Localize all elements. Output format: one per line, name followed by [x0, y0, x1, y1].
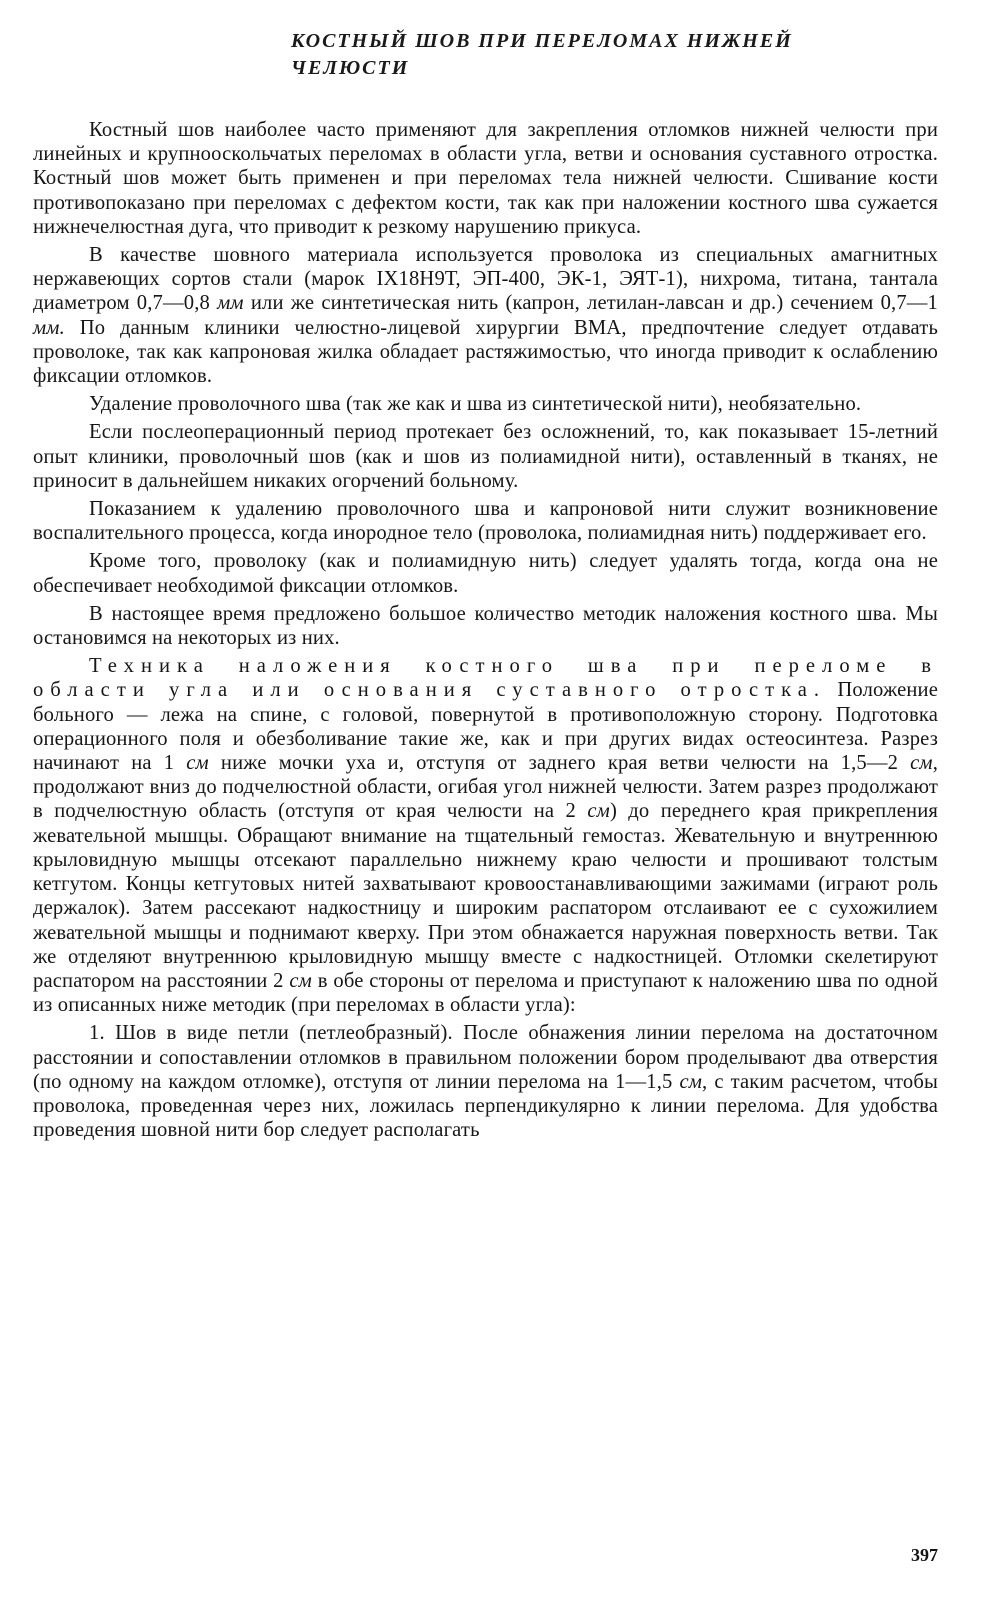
unit-cm: см [289, 969, 312, 992]
technique-heading: Техника наложения костного шва при переломе в области угла или основания суставного отростка. [33, 655, 938, 702]
paragraph-8-text-e: в обе стороны от перелома и приступают к наложению шва по одной из описанных ниже методик (при переломах в области угла): [33, 969, 938, 1017]
paragraph-2 [33, 243, 938, 388]
paragraph-8 [33, 654, 938, 1017]
paragraph-6: Кроме того, проволоку (как и полиамидную нить) следует удалять тогда, когда она не обеспечивает необходимой фиксации отломков. [33, 550, 938, 597]
unit-mm: мм [217, 292, 244, 315]
paragraph-9 [33, 1021, 938, 1142]
paragraph-5: Показанием к удалению проволочного шва и капроновой нити служит возникновение воспалительного процесса, когда инородное тело (проволока, полиамидная нить) поддерживает его. [33, 498, 938, 545]
paragraph-9-text-b: , с таким расчетом, чтобы проволока, проведенная через них, ложилась перпендикулярно к линии перелома. Для удобства проведения шовной нити бор следует располагать [33, 1070, 938, 1142]
book-page [33, 28, 938, 1142]
paragraph-7: В настоящее время предложено большое количество методик наложения костного шва. Мы остановимся на некоторых из них. [33, 602, 938, 650]
unit-mm-dot: мм. [33, 316, 65, 339]
body-text [33, 118, 938, 1142]
unit-cm: см [186, 752, 209, 775]
paragraph-8-text-a: Положение больного — лежа на спине, с головой, повернутой в противоположную сторону. Подготовка операционного поля и обезболивание такие же, как и при других видах остеосинтеза. Разрез начинают на 1 [33, 679, 938, 775]
paragraph-3: Удаление проволочного шва (так же как и шва из синтетической нити), необязательно. [89, 393, 862, 416]
unit-cm: см [679, 1070, 703, 1093]
unit-cm: см [587, 800, 610, 823]
paragraph-2-text-c: По данным клиники челюстно-лицевой хирургии ВМА, предпочтение следует отдавать проволоке, так как капроновая жилка обладает растяжимостью, что иногда приводит к ослаблению фиксации отломков. [33, 316, 938, 388]
unit-cm: см [910, 752, 933, 775]
paragraph-9-text-a: 1. Шов в виде петли (петлеобразный). После обнажения линии перелома на достаточном расстоянии и сопоставлении отломков в правильном положении бором проделывают два отверстия (по одному на каждом отломке), отступя от линии перелома на 1—1,5 [33, 1022, 938, 1093]
section-title: КОСТНЫЙ ШОВ ПРИ ПЕРЕЛОМАХ НИЖНЕЙ ЧЕЛЮСТИ [291, 30, 793, 79]
page-number: 397 [911, 1545, 938, 1565]
paragraph-8-text-b: ниже мочки уха и, отступя от заднего края ветви челюсти на 1,5—2 [208, 752, 911, 775]
paragraph-1: Костный шов наиболее часто применяют для закрепления отломков нижней челюсти при линейных и крупнооскольчатых переломах в области угла, ветви и основания суставного отростка. Костный шов может быть применен и при переломах тела нижней челюсти. Сшивание кости противопоказано при переломах с дефектом кости, так как при наложении костного шва сужается нижнечелюстная дуга, что приводит к резкому нарушению прикуса. [33, 119, 938, 238]
paragraph-8-text-c: , продолжают вниз до подчелюстной области, огибая угол нижней челюсти. Затем разрез продолжают в подчелюстную область (отступя от края челюсти на 2 [33, 752, 938, 823]
paragraph-8-text-d: ) до переднего края прикрепления жевательной мышцы. Обращают внимание на тщательный гемостаз. Жевательную и внутреннюю крыловидную мышцы отсекают параллельно нижнему краю челюсти и прошивают толстым кетгутом. Концы кетгутовых нитей захватывают кровоостанавливающими зажимами (играют роль держалок). Затем рассекают надкостницу и широким распатором отслаивают ее с сухожилием жевательной мышцы и поднимают кверху. При этом обнажается наружная поверхность ветви. Так же отделяют внутреннюю крыловидную мышцу вместе с надкостницей. Отломки скелетируют распатором на расстоянии 2 [33, 800, 939, 992]
paragraph-2-text-b: или же синтетическая нить (капрон, летилан-лавсан и др.) сечением 0,7—1 [243, 292, 938, 315]
paragraph-4: Если послеоперационный период протекает без осложнений, то, как показывает 15-летний опыт клиники, проволочный шов (как и шов из полиамидной нити), оставленный в тканях, не приносит в дальнейшем никаких огорчений больному. [33, 421, 938, 492]
paragraph-2-text-a: В качестве шовного материала используется проволока из специальных амагнитных нержавеющих сортов стали (марок IX18Н9Т, ЭП-400, ЭК-1, ЭЯТ-1), нихрома, титана, тантала диаметром 0,7—0,8 [33, 244, 938, 315]
